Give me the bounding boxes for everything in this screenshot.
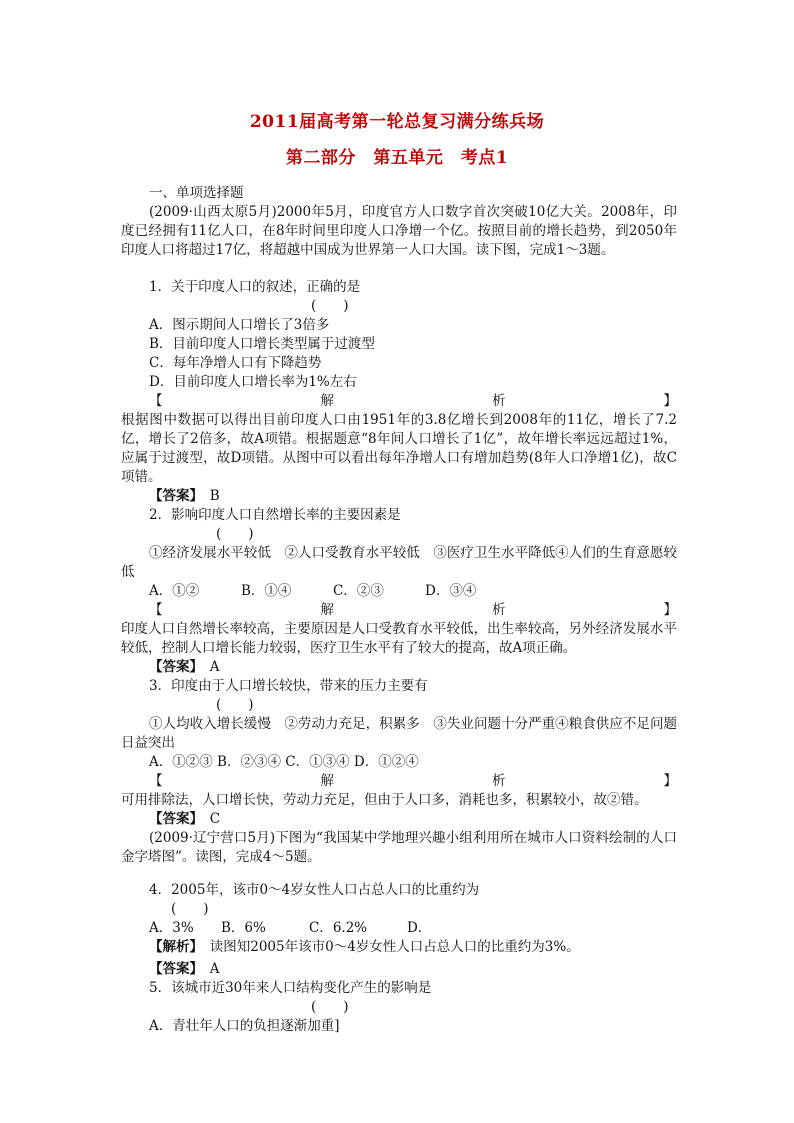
q3-stem: 3．印度由于人口增长较快，带来的压力主要有 xyxy=(149,678,428,694)
q5-stem: 5．该城市近30年来人口结构变化产生的影响是 xyxy=(149,980,432,996)
q5-answer-paren: ( ) xyxy=(311,999,349,1015)
q4-options: A．3% B．6% C．6.2% D． xyxy=(149,920,432,936)
document-body xyxy=(121,184,677,1036)
q2-options: A．①② B．①④ C．②③ D．③④ xyxy=(149,583,477,599)
q1-option-a: A．图示期间人口增长了3倍多 xyxy=(149,317,330,333)
q1-analysis-header: 【 解 析 】 xyxy=(149,393,677,409)
q2-analysis: 印度人口自然增长率较高，主要原因是人口受教育水平较低，出生率较高，另外经济发展水平较低，控制人口增长能力较弱，医疗卫生水平有了较大的提高，故A项正确。 xyxy=(121,621,677,656)
q1-option-b: B．目前印度人口增长类型属于过渡型 xyxy=(149,336,375,352)
section-heading: 一、单项选择题 xyxy=(149,185,244,201)
q1-answer-paren: ( ) xyxy=(311,298,349,314)
q2-answer: 【答案】 A xyxy=(149,659,220,675)
q3-options: A．①②③ B．②③④ C．①③④ D．①②④ xyxy=(149,754,419,770)
q2-factors: ①经济发展水平较低 ②人口受教育水平较低 ③医疗卫生水平降低④人们的生育意愿较低 xyxy=(121,545,677,580)
q2-answer-paren: ( ) xyxy=(216,526,254,542)
q3-analysis: 可用排除法，人口增长快，劳动力充足，但由于人口多，消耗也多，积累较小，故②错。 xyxy=(121,792,648,808)
q1-answer: 【答案】 B xyxy=(149,488,220,504)
intro2-paragraph: (2009·辽宁营口5月)下图为“我国某中学地理兴趣小组利用所在城市人口资料绘制的人口金字塔图”。读图，完成4～5题。 xyxy=(121,830,677,865)
q2-stem: 2．影响印度人口自然增长率的主要因素是 xyxy=(149,507,401,523)
document-subtitle: 第二部分 第五单元 考点1 xyxy=(285,148,509,168)
q4-answer-paren: ( ) xyxy=(171,901,209,917)
document-title: 2011届高考第一轮总复习满分练兵场 xyxy=(249,112,545,132)
q4-stem: 4．2005年，该市0～4岁女性人口占总人口的比重约为 xyxy=(149,882,480,898)
q3-factors: ①人均收入增长缓慢 ②劳动力充足，积累多 ③失业问题十分严重④粮食供应不足问题日益突出 xyxy=(121,716,677,751)
q5-option-a: A．青壮年人口的负担逐渐加重] xyxy=(149,1018,340,1034)
q4-analysis: 【解析】 读图知2005年该市0～4岁女性人口占总人口的比重约为3%。 xyxy=(149,939,580,955)
q3-answer: 【答案】 C xyxy=(149,811,221,827)
q1-stem: 1．关于印度人口的叙述，正确的是 xyxy=(149,279,361,295)
q1-option-c: C．每年净增人口有下降趋势 xyxy=(149,355,322,371)
q1-option-d: D．目前印度人口增长率为1%左右 xyxy=(149,374,357,390)
q3-answer-paren: ( ) xyxy=(216,697,254,713)
q2-analysis-header: 【 解 析 】 xyxy=(149,602,677,618)
intro-paragraph: (2009·山西太原5月)2000年5月，印度官方人口数字首次突破10亿大关。2008年，印度已经拥有11亿人口，在8年时间里印度人口净增一个亿。按照目前的增长趋势，到2050年印度人口将超过17亿，将超越中国成为世界第一人口大国。读下图，完成1～3题。 xyxy=(121,204,677,258)
q1-analysis: 根据图中数据可以得出目前印度人口由1951年的3.8亿增长到2008年的11亿，增长了7.2亿，增长了2倍多，故A项错。根据题意“8年间人口增长了1亿”，故年增长率远远超过1%，应属于过渡型，故D项错。从图中可以看出每年净增人口有增加趋势(8年人口净增1亿)，故C项错。 xyxy=(121,412,677,485)
q4-answer: 【答案】 A xyxy=(149,961,220,977)
q3-analysis-header: 【 解 析 】 xyxy=(149,773,677,789)
